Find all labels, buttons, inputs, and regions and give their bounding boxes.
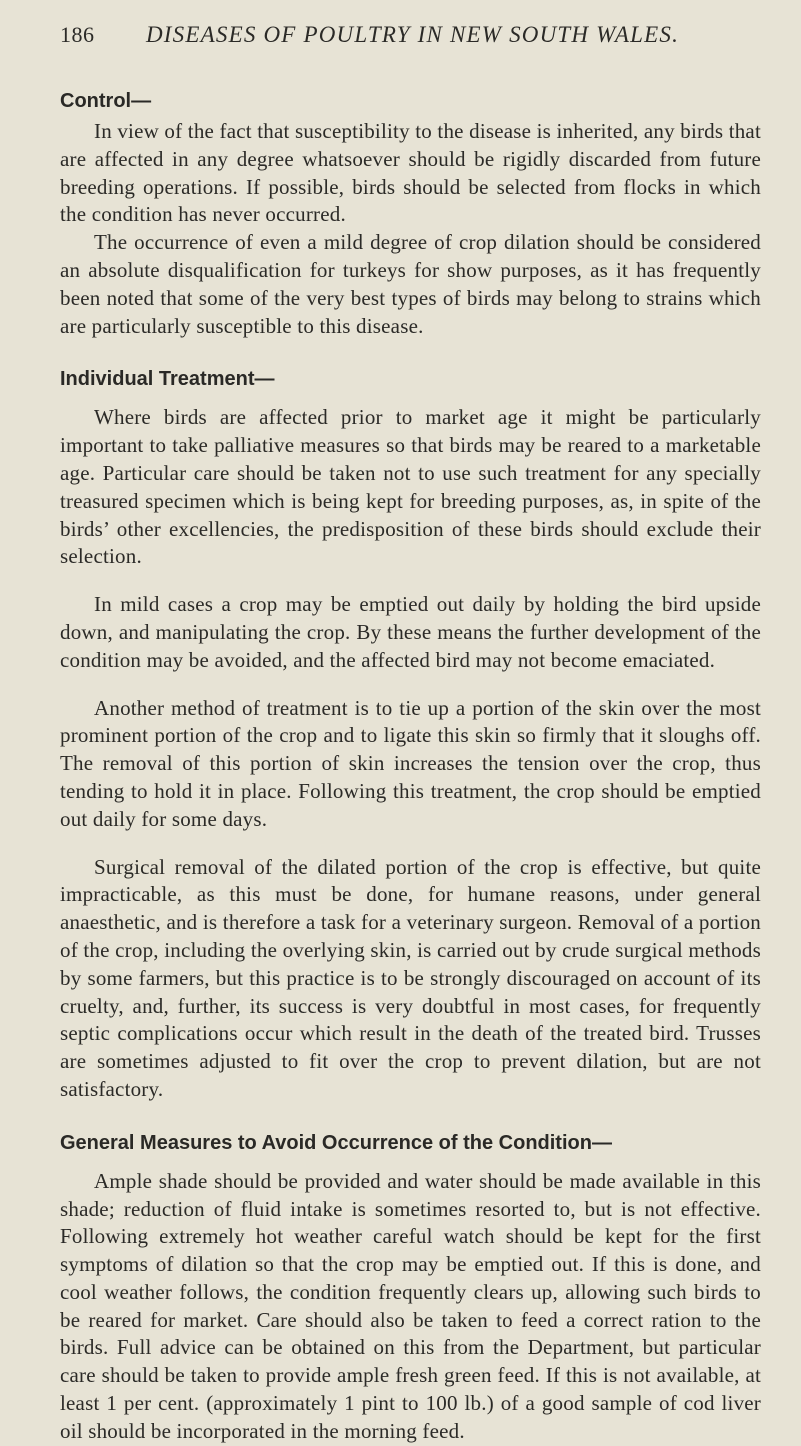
paragraph: The occurrence of even a mild degree of crop dilation should be considered an absolute disqualification for turkeys for show purposes, as it has frequently been noted that some of the very best types of birds may belong to strains which are particularly susceptible to this disease. [60,230,761,338]
page-number: 186 [60,22,95,47]
section-heading-control: Control— [60,90,152,112]
paragraph: In view of the fact that susceptibility to the disease is inherited, any birds that are affected in any degree whatsoever should be rigidly discarded from future breeding operations. If possible, birds should be selected from flocks in which the condition has never occurred. [60,119,761,227]
section-heading-general-measures: General Measures to Avoid Occurrence of the Condition— [60,1131,612,1154]
paragraph: Where birds are affected prior to market age it might be particularly important to take palliative measures so that birds may be reared to a marketable age. Particular care should be taken not to use such treatment for any specially treasured specimen which is being kept for breeding purposes, as, in spite of the birds’ other excellencies, the predisposition of these birds should exclude their selection. [60,405,761,569]
section-control [60,88,761,340]
section-individual-treatment [60,366,761,1103]
paragraph: Ample shade should be provided and water should be made available in this shade; reduction of fluid intake is sometimes resorted to, but is not effective. Following extremely hot weather careful watch should be kept for the first symptoms of dilation so that the crop may be emptied out. If this is done, and cool weather follows, the condition frequently clears up, allowing such birds to be reared for market. Care should also be taken to feed a correct ration to the birds. Full advice can be obtained on this from the Department, but particular care should be taken to provide ample fresh green feed. If this is not available, at least 1 per cent. (approximately 1 pint to 100 lb.) of a good sample of cod liver oil should be incorporated in the morning feed. [60,1168,761,1443]
paragraph: In mild cases a crop may be emptied out daily by holding the bird upside down, and manipulating the crop. By these means the further development of the condition may be avoided, and the affected bird may not become emaciated. [60,592,761,672]
paragraph: Surgical removal of the dilated portion of the crop is effective, but quite impracticable, as this must be done, for humane reasons, under general anaesthetic, and is therefore a task for a veterinary surgeon. Removal of a portion of the crop, including the overlying skin, is carried out by crude surgical methods by some farmers, but this practice is to be strongly discouraged on account of its cruelty, and, further, its success is very doubtful in most cases, for frequently septic complications occur which result in the death of the treated bird. Trusses are sometimes adjusted to fit over the crop to prevent dilation, but are not satisfactory. [60,854,761,1101]
paragraph: Another method of treatment is to tie up a portion of the skin over the most prominent portion of the crop and to ligate this skin so firmly that it sloughs off. The removal of this portion of skin increases the tension over the crop, thus tending to hold it in place. Following this treatment, the crop should be emptied out daily for some days. [60,695,761,831]
running-head [60,22,761,58]
section-general-measures [60,1130,761,1446]
running-title: DISEASES OF POULTRY IN NEW SOUTH WALES. [146,22,680,47]
section-heading-individual-treatment: Individual Treatment— [60,368,275,391]
